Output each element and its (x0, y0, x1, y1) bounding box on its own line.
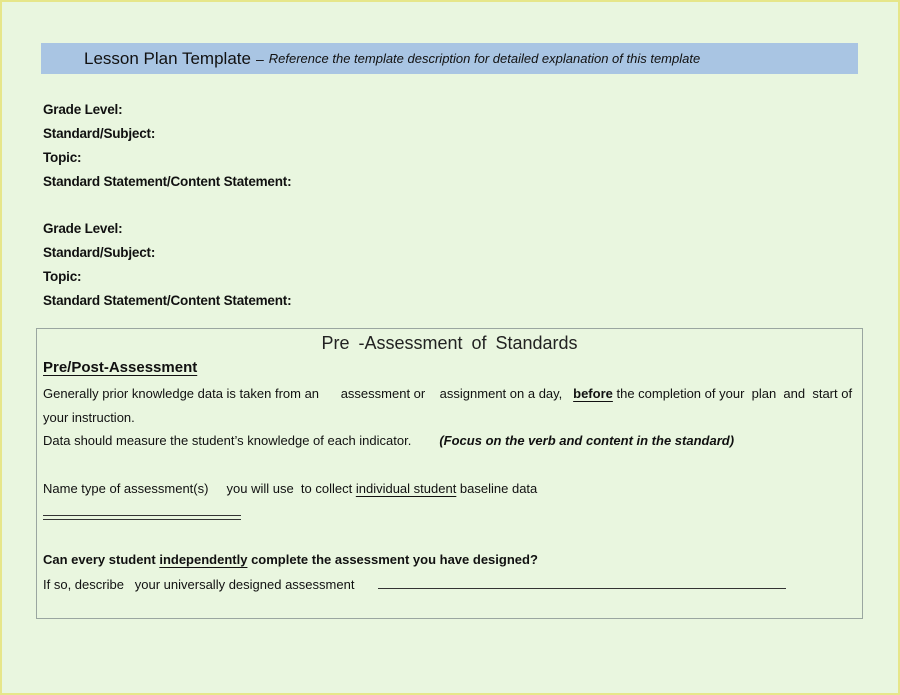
page-title: Lesson Plan Template (84, 48, 251, 68)
describe-line (43, 576, 786, 592)
para2-text: Data should measure the student’s knowledge of each indicator. (43, 433, 412, 448)
paragraph-line-1 (43, 386, 852, 401)
title-description: Reference the template description for detailed explanation of this template (268, 51, 701, 66)
name-type-text-a: Name type of assessment(s) you will use to collect (43, 481, 356, 496)
standard-statement-label-2: Standard Statement/Content Statement: (43, 293, 292, 308)
standard-subject-label-2: Standard/Subject: (43, 245, 156, 260)
paragraph-line-3 (43, 433, 734, 448)
title-bar (41, 43, 858, 74)
pre-post-assessment-heading: Pre/Post-Assessment (43, 359, 198, 376)
name-type-text-b: baseline data (456, 481, 538, 496)
grade-level-label-2: Grade Level: (43, 221, 123, 236)
pre-assessment-title: Pre -Assessment of Standards (321, 333, 578, 353)
topic-label: Topic: (43, 150, 82, 165)
standard-statement-label: Standard Statement/Content Statement: (43, 174, 292, 189)
describe-text: If so, describe your universally designed assessment (43, 577, 355, 592)
grade-level-label: Grade Level: (43, 102, 123, 117)
para1-text-b: the completion of your plan and start of (612, 386, 853, 401)
topic-label-2: Topic: (43, 269, 82, 284)
standard-subject-label: Standard/Subject: (43, 126, 156, 141)
question-underlined: independently (159, 552, 248, 567)
para1-text-a: Generally prior knowledge data is taken from an assessment or assignment on a day, (43, 386, 574, 401)
para2-note: (Focus on the verb and content in the standard) (439, 433, 735, 448)
question-text-a: Can every student (43, 552, 160, 567)
question-line (43, 552, 538, 567)
title-separator: – (255, 50, 264, 67)
pre-assessment-box (36, 328, 863, 619)
question-text-b: complete the assessment you have designed? (247, 552, 538, 567)
para1-before: before (573, 386, 613, 401)
describe-blank[interactable] (378, 576, 786, 589)
paragraph-line-2: your instruction. (43, 410, 135, 425)
assessment-type-blank[interactable] (43, 515, 241, 520)
name-type-line (43, 481, 537, 496)
name-type-underlined: individual student (355, 481, 457, 496)
